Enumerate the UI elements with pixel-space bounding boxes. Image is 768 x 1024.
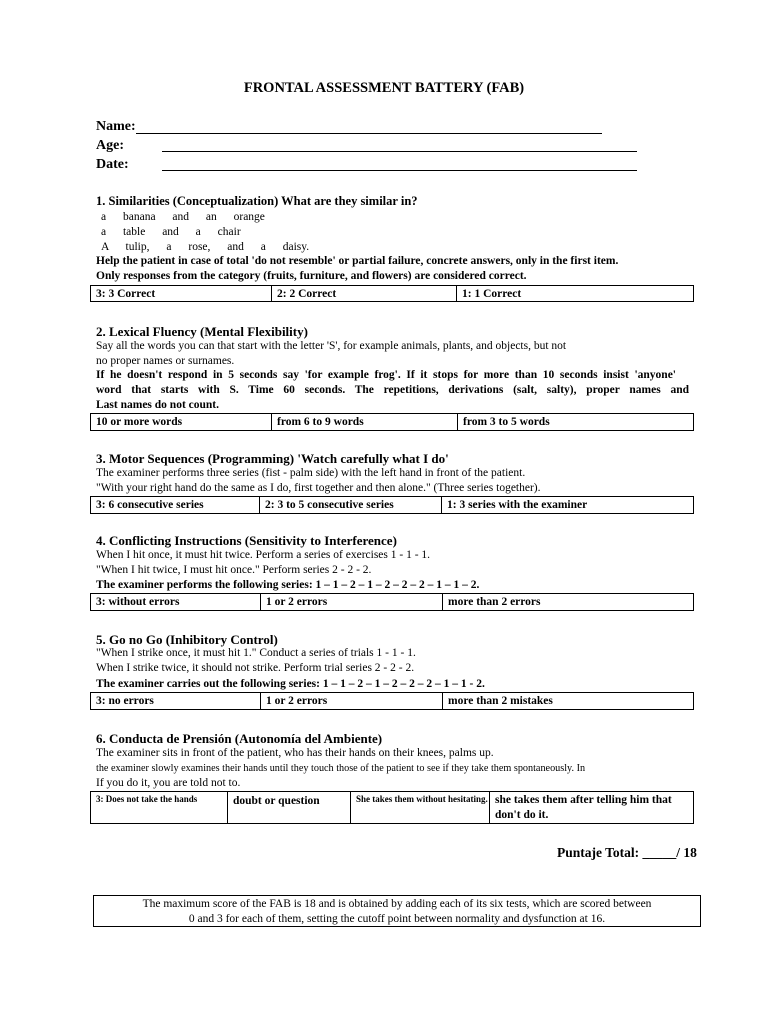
section-2-heading: 2. Lexical Fluency (Mental Flexibility) bbox=[96, 324, 308, 339]
s6-line-3: If you do it, you are told not to. bbox=[96, 777, 241, 789]
s5-line-2: When I strike twice, it should not strike. Perform trial series 2 - 2 - 2. bbox=[96, 662, 415, 674]
s2-score-table bbox=[90, 413, 694, 431]
s1-item-1: a banana and an orange bbox=[101, 211, 265, 223]
s1-only-text: Only responses from the category (fruits, furniture, and flowers) are considered correct. bbox=[96, 270, 527, 282]
s5-score-table bbox=[90, 692, 694, 710]
s2-score-3: 10 or more words bbox=[91, 414, 272, 431]
s4-series: The examiner performs the following series: 1 – 1 – 2 – 1 – 2 – 2 – 2 – 1 – 1 – 2. bbox=[96, 579, 480, 591]
section-1-heading: 1. Similarities (Conceptualization) What are they similar in? bbox=[96, 194, 418, 208]
date-label: Date: bbox=[96, 157, 129, 172]
s6-score-0: she takes them after telling him that don't do it. bbox=[490, 792, 694, 824]
s1-score-table bbox=[90, 285, 694, 302]
section-3-heading: 3. Motor Sequences (Programming) 'Watch carefully what I do' bbox=[96, 451, 449, 466]
section-6-heading: 6. Conducta de Prensión (Autonomía del Ambiente) bbox=[96, 731, 383, 746]
s4-score-1: more than 2 errors bbox=[443, 594, 694, 611]
s2-line-1: Say all the words you can that start with the letter 'S', for example animals, plants, and objects, but not bbox=[96, 340, 567, 352]
section-5-heading: 5. Go no Go (Inhibitory Control) bbox=[96, 632, 278, 647]
s3-score-3: 3: 6 consecutive series bbox=[91, 497, 260, 514]
s2-score-1: from 3 to 5 words bbox=[458, 414, 694, 431]
s1-score-3: 3: 3 Correct bbox=[91, 286, 272, 302]
s2-score-2: from 6 to 9 words bbox=[272, 414, 458, 431]
s1-score-2: 2: 2 Correct bbox=[272, 286, 457, 302]
s4-line-2: "When I hit twice, I must hit once." Perform series 2 - 2 - 2. bbox=[96, 564, 372, 576]
s6-score-2: doubt or question bbox=[228, 792, 351, 824]
s2-bold-1: If he doesn't respond in 5 seconds say 'for example frog'. If it stops for more than 10 seconds insist 'anyone' bbox=[96, 369, 676, 381]
s1-score-1: 1: 1 Correct bbox=[457, 286, 694, 302]
s2-bold-2: word that starts with S. Time 60 seconds. The repetitions, derivations (salt, salty), proper names and bbox=[96, 384, 689, 396]
s4-score-3: 3: without errors bbox=[91, 594, 261, 611]
footer-note-line-1: The maximum score of the FAB is 18 and is obtained by adding each of its six tests, which are scored between bbox=[142, 898, 652, 910]
date-field[interactable] bbox=[162, 170, 637, 171]
s5-score-1: more than 2 mistakes bbox=[443, 693, 694, 710]
s2-bold-3: Last names do not count. bbox=[96, 399, 220, 411]
s1-item-3: A tulip, a rose, and a daisy. bbox=[101, 241, 310, 253]
s3-score-2: 2: 3 to 5 consecutive series bbox=[260, 497, 442, 514]
footer-note-box bbox=[93, 895, 701, 927]
s4-line-1: When I hit once, it must hit twice. Perform a series of exercises 1 - 1 - 1. bbox=[96, 549, 431, 561]
s3-score-table bbox=[90, 496, 694, 514]
age-label: Age: bbox=[96, 138, 124, 153]
s6-line-2: the examiner slowly examines their hands until they touch those of the patient to see if they take them spontaneously. In bbox=[96, 763, 586, 774]
s5-line-1: "When I strike once, it must hit 1." Conduct a series of trials 1 - 1 - 1. bbox=[96, 647, 416, 659]
s5-score-3: 3: no errors bbox=[91, 693, 261, 710]
s1-help-text: Help the patient in case of total 'do not resemble' or partial failure, concrete answers, only in the first item. bbox=[96, 255, 619, 267]
s6-score-table bbox=[90, 791, 694, 824]
footer-note-line-2: 0 and 3 for each of them, setting the cutoff point between normality and dysfunction at 16. bbox=[188, 913, 606, 925]
s6-score-3: 3: Does not take the hands bbox=[91, 792, 228, 824]
s5-score-2: 1 or 2 errors bbox=[261, 693, 443, 710]
s3-line-1: The examiner performs three series (fist - palm side) with the left hand in front of the patient. bbox=[96, 467, 526, 479]
age-field[interactable] bbox=[162, 151, 637, 152]
s5-series: The examiner carries out the following series: 1 – 1 – 2 – 1 – 2 – 2 – 2 – 1 – 1 - 2. bbox=[96, 678, 485, 690]
s4-score-table bbox=[90, 593, 694, 611]
s6-line-1: The examiner sits in front of the patient, who has their hands on their knees, palms up. bbox=[96, 747, 494, 759]
s6-score-1: She takes them without hesitating. bbox=[351, 792, 490, 824]
s3-line-2: "With your right hand do the same as I do, first together and then alone." (Three series together). bbox=[96, 482, 541, 494]
total-score: Puntaje Total: _____/ 18 bbox=[557, 845, 697, 860]
name-field[interactable] bbox=[136, 133, 602, 134]
page-title: FRONTAL ASSESSMENT BATTERY (FAB) bbox=[243, 80, 525, 96]
s2-line-2: no proper names or surnames. bbox=[96, 355, 235, 367]
s4-score-2: 1 or 2 errors bbox=[261, 594, 443, 611]
s1-item-2: a table and a chair bbox=[101, 226, 241, 238]
s3-score-1: 1: 3 series with the examiner bbox=[442, 497, 694, 514]
section-4-heading: 4. Conflicting Instructions (Sensitivity to Interference) bbox=[96, 533, 397, 548]
name-label: Name: bbox=[96, 119, 136, 134]
